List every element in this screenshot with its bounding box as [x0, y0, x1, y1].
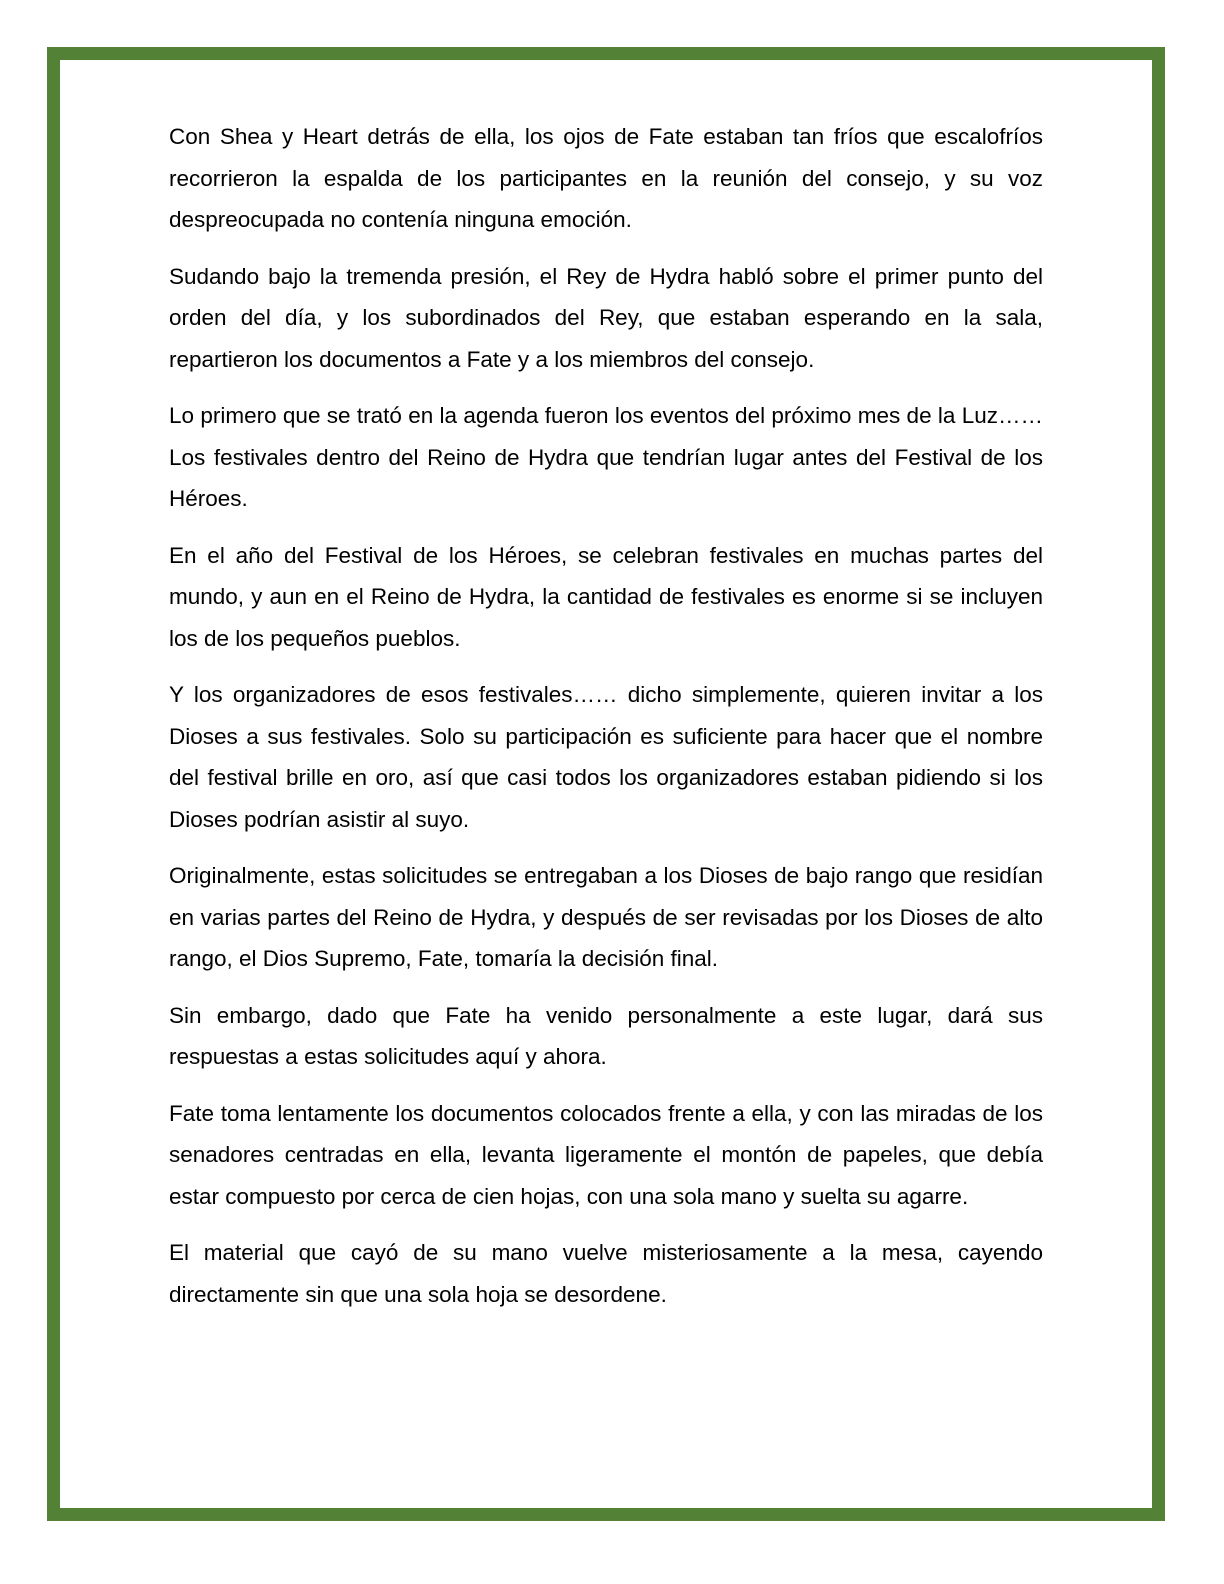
- paragraph-2: Sudando bajo la tremenda presión, el Rey de Hydra habló sobre el primer punto del orden del día, y los subordinados del Rey, que estaban esperando en la sala, repartieron los documentos a Fate y a los miembros del consejo.: [169, 263, 1043, 372]
- paragraph-7: Sin embargo, dado que Fate ha venido personalmente a este lugar, dará sus respuestas a estas solicitudes aquí y ahora.: [169, 1002, 1043, 1069]
- paragraph-4: En el año del Festival de los Héroes, se celebran festivales en muchas partes del mundo, y aun en el Reino de Hydra, la cantidad de festivales es enorme si se incluyen los de los pequeños pueblos.: [169, 542, 1043, 651]
- document-body: [169, 116, 1043, 1330]
- paragraph-5: Y los organizadores de esos festivales…… dicho simplemente, quieren invitar a los Dioses a sus festivales. Solo su participación es suficiente para hacer que el nombre del festival brille en oro, así que casi todos los organizadores estaban pidiendo si los Dioses podrían asistir al suyo.: [169, 682, 1043, 832]
- paragraph-6: Originalmente, estas solicitudes se entregaban a los Dioses de bajo rango que residían en varias partes del Reino de Hydra, y después de ser revisadas por los Dioses de alto rango, el Dios Supremo, Fate, tomaría la decisión final.: [169, 863, 1043, 971]
- paragraph-8: Fate toma lentamente los documentos colocados frente a ella, y con las miradas de los senadores centradas en ella, levanta ligeramente el montón de papeles, que debía estar compuesto por cerca de cien hojas, con una sola mano y suelta su agarre.: [169, 1100, 1043, 1209]
- paragraph-1: Con Shea y Heart detrás de ella, los ojos de Fate estaban tan fríos que escalofríos recorrieron la espalda de los participantes en la reunión del consejo, y su voz despreocupada no contenía ninguna emoción.: [169, 124, 1043, 232]
- paragraph-3: Lo primero que se trató en la agenda fueron los eventos del próximo mes de la Luz…… Los festivales dentro del Reino de Hydra que tendrían lugar antes del Festival de los Héroes.: [169, 403, 1043, 511]
- paragraph-9: El material que cayó de su mano vuelve misteriosamente a la mesa, cayendo directamente sin que una sola hoja se desordene.: [169, 1240, 1043, 1307]
